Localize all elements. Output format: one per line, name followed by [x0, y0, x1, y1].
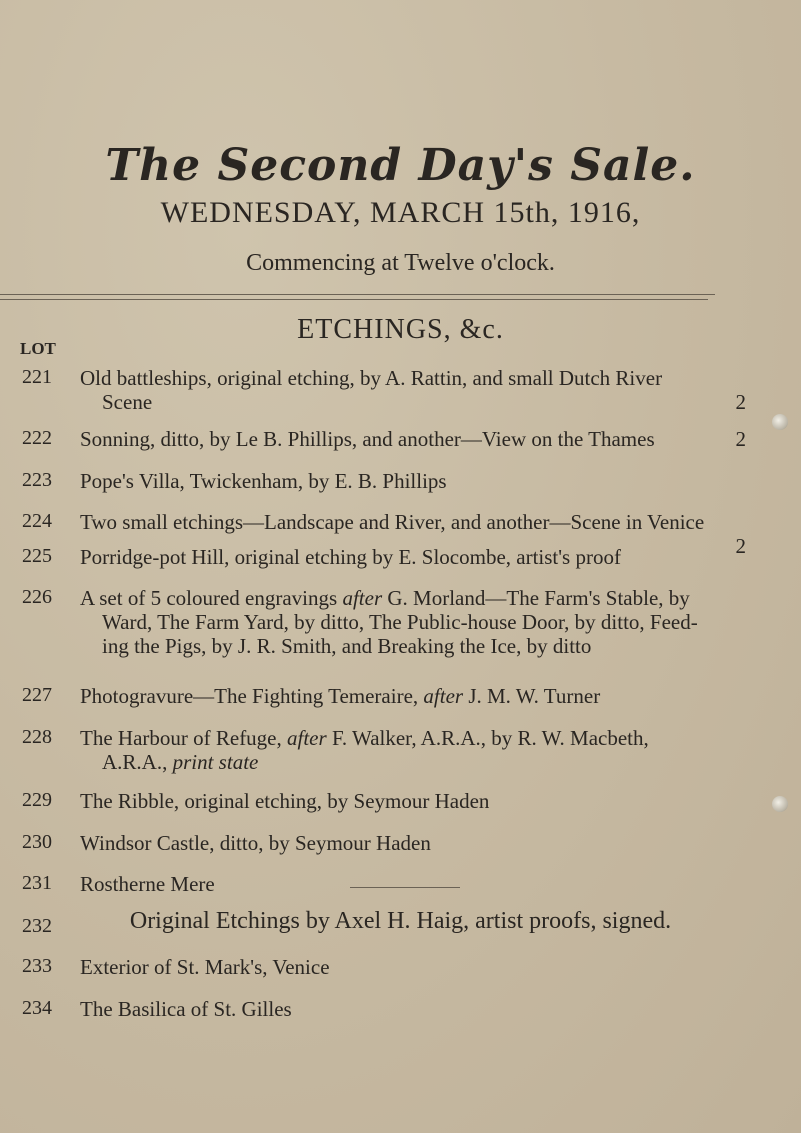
lot-number: 229 — [22, 789, 52, 811]
lot-description-line: Old battleships, original etching, by A. Rattin, and small Dutch River — [80, 366, 663, 390]
lot-description — [80, 789, 750, 813]
lot-description-line: Two small etchings—Landscape and River, and another—Scene in Venice — [80, 510, 705, 534]
lot-description-line: Ward, The Farm Yard, by ditto, The Public-house Door, by ditto, Feed- — [102, 610, 698, 634]
lot-text-segment: The Harbour of Refuge, — [80, 726, 288, 750]
lot-number: 221 — [22, 366, 52, 388]
lot-text-italic: after — [423, 684, 464, 708]
lot-number: 232 — [22, 915, 52, 937]
lot-text-italic: after — [287, 726, 327, 750]
lot-text-segment: A set of 5 coloured engravings — [80, 586, 343, 610]
pin-hole-icon — [772, 796, 788, 812]
pin-hole-icon — [772, 414, 788, 430]
lot-description-line: ing the Pigs, by J. R. Smith, and Breaking the Ice, by ditto — [102, 634, 592, 658]
lot-number: 231 — [22, 872, 52, 894]
lot-number: 226 — [22, 586, 52, 608]
lot-description — [80, 997, 750, 1021]
sale-title: The Second Day's Sale. — [105, 140, 696, 191]
lot-text-segment: A.R.A., — [102, 750, 168, 774]
lot-number: 230 — [22, 831, 52, 853]
lot-description — [80, 469, 750, 493]
lot-number: 222 — [22, 427, 52, 449]
lot-text-segment: Photogravure—The Fighting Temeraire, — [80, 684, 424, 708]
lot-text-segment: J. M. W. Turner — [463, 684, 601, 708]
double-rule-bottom — [0, 299, 708, 300]
lot-number: 224 — [22, 510, 52, 532]
commencing-time: Commencing at Twelve o'clock. — [246, 250, 555, 276]
lot-quantity: 2 — [735, 390, 746, 414]
lot-text-segment: G. Morland—The Farm's Stable, by — [382, 586, 690, 610]
lot-description-line: The Basilica of St. Gilles — [80, 997, 292, 1021]
lot-description-line — [80, 390, 750, 414]
lot-column-header: LOT — [20, 339, 56, 358]
section-divider — [350, 887, 460, 888]
lot-number: 223 — [22, 469, 52, 491]
lot-number: 225 — [22, 545, 52, 567]
lot-description-line — [80, 750, 750, 774]
lot-description — [80, 831, 750, 855]
lot-description — [80, 726, 750, 774]
lot-description-line: Pope's Villa, Twickenham, by E. B. Phillips — [80, 469, 447, 493]
lot-description-line: Windsor Castle, ditto, by Seymour Haden — [80, 831, 431, 855]
lot-description — [80, 586, 750, 658]
subsection-title: Original Etchings by Axel H. Haig, artist proofs, signed. — [129, 908, 672, 934]
lot-description — [80, 872, 750, 896]
lot-description-line: The Ribble, original etching, by Seymour Haden — [80, 789, 490, 813]
lot-number: 234 — [22, 997, 52, 1019]
lot-number: 233 — [22, 955, 52, 977]
lot-description-line: Sonning, ditto, by Le B. Phillips, and another—View on the Thames — [80, 427, 655, 451]
lot-description — [80, 366, 750, 414]
sale-date: WEDNESDAY, MARCH 15th, 1916, — [160, 196, 641, 229]
lot-description — [80, 427, 750, 451]
lot-description-line: Exterior of St. Mark's, Venice — [80, 955, 330, 979]
lot-description — [80, 684, 750, 708]
lot-number: 227 — [22, 684, 52, 706]
section-title: ETCHINGS, &c. — [297, 314, 504, 345]
lot-description-line: Rostherne Mere — [80, 872, 215, 896]
lot-description — [80, 955, 750, 979]
lot-description-line: Porridge-pot Hill, original etching by E. Slocombe, artist's proof — [80, 545, 621, 569]
lot-print-state: print state — [172, 750, 259, 774]
double-rule-top — [0, 294, 715, 295]
lot-quantity: 2 — [735, 427, 746, 451]
lot-text-segment: F. Walker, A.R.A., by R. W. Macbeth, — [326, 726, 649, 750]
lot-description-continuation: Scene — [102, 390, 153, 414]
lot-description — [80, 545, 750, 569]
lot-number: 228 — [22, 726, 52, 748]
lot-description-line — [80, 586, 750, 610]
lot-text-italic: after — [342, 586, 383, 610]
lot-quantity: 2 — [735, 534, 746, 558]
lot-description-line — [80, 726, 750, 750]
